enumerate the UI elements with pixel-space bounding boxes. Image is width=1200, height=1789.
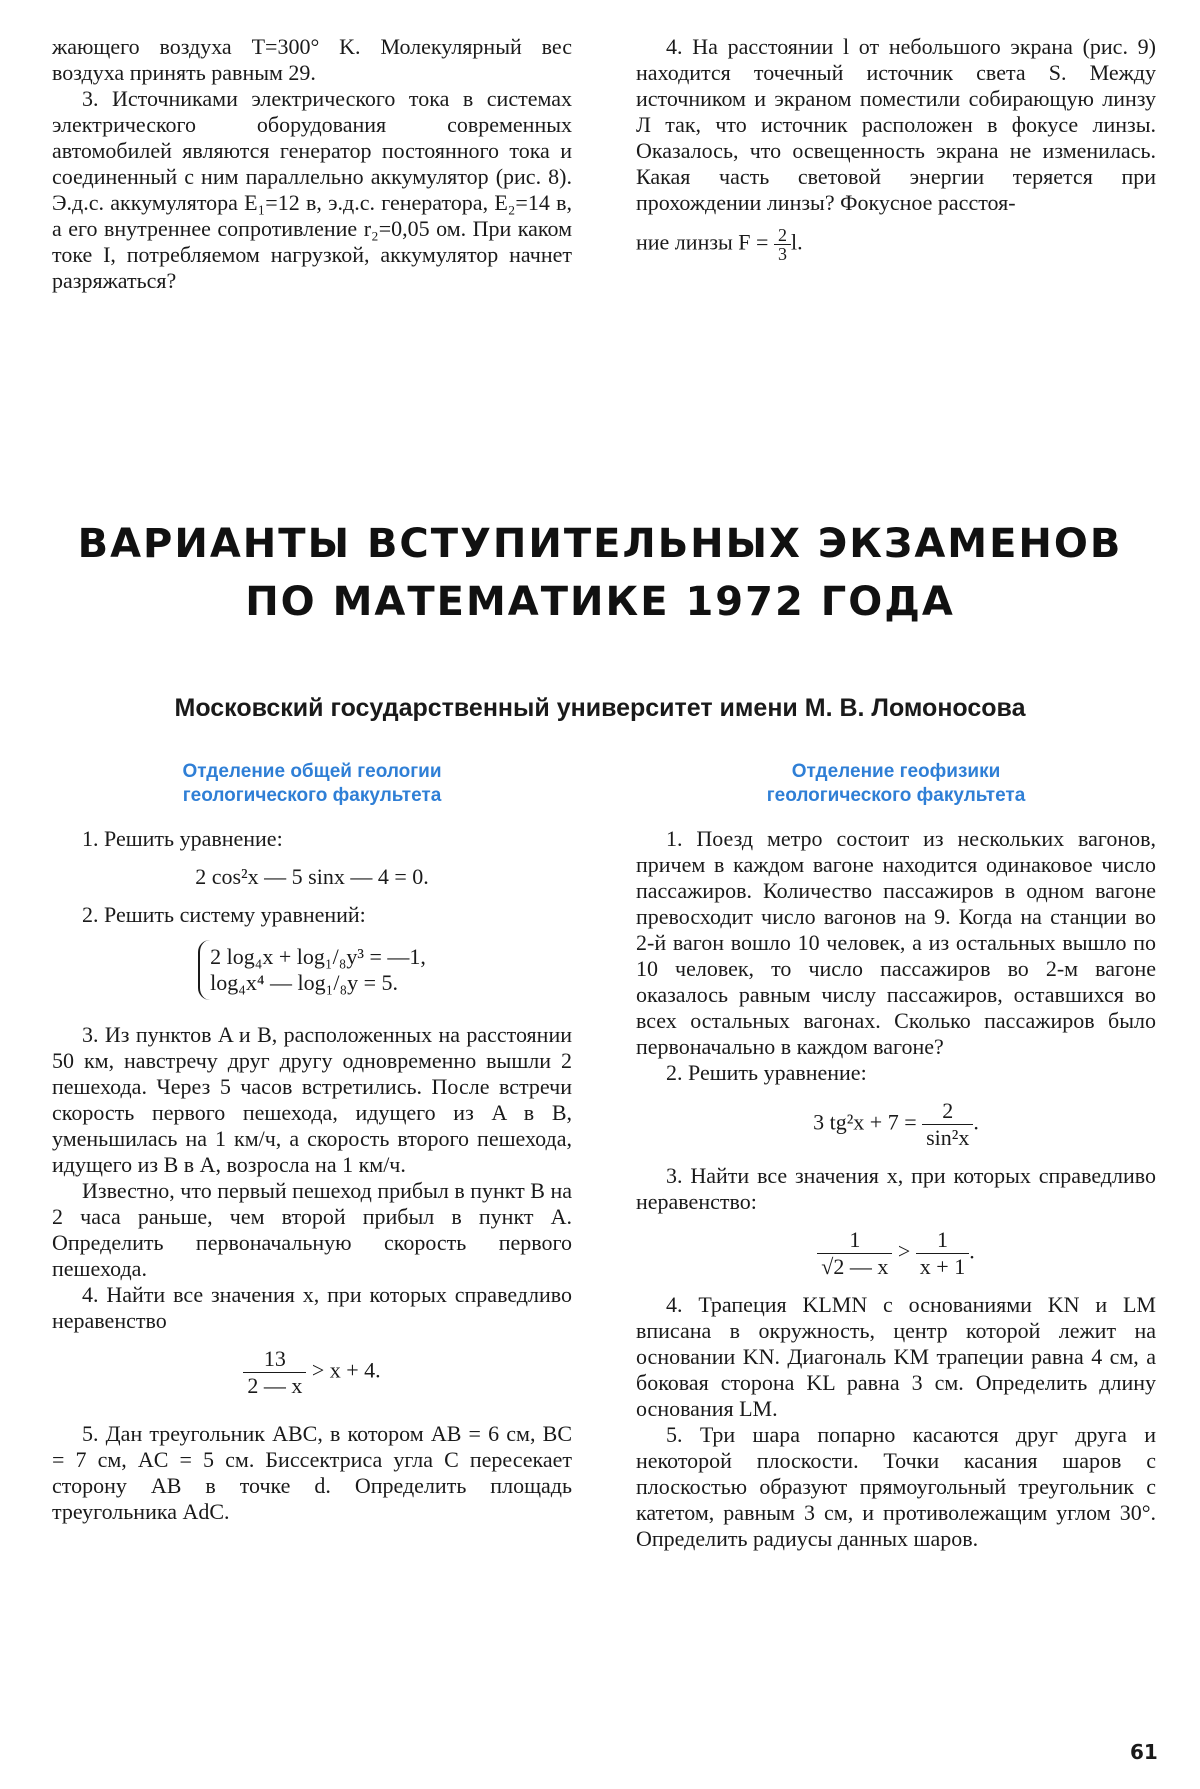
problem-1: 1. Решить уравнение:	[82, 826, 283, 851]
fraction	[774, 226, 791, 263]
problem-5: 5. Три шара попарно касаются друг друга и некоторой плоскости. Точки касания шаров с плоскостью образуют прямоугольный треугольник с катетом, равным 3 см, и противолежащим углом 30°. Определить радиусы данных шаров.	[636, 1422, 1156, 1551]
period: .	[973, 1109, 979, 1135]
page-number: 61	[1130, 1740, 1158, 1764]
dept-line-2: геологического факультета	[182, 785, 442, 806]
numerator: 2	[774, 226, 791, 245]
top-left-column	[52, 34, 572, 294]
denominator: 3	[777, 244, 787, 264]
denominator: √2 — x	[821, 1254, 889, 1279]
dept-line-1: Отделение общей геологии	[182, 761, 442, 782]
problem-5: 5. Дан треугольник ABC, в котором AB = 6 см, BC = 7 см, AC = 5 см. Биссектриса угла C пересекает сторону AB в точке d. Определить площадь треугольника AdC.	[52, 1421, 572, 1524]
numerator: 2	[922, 1098, 973, 1125]
top-right-column	[636, 34, 1156, 263]
system-eq-1: 2 log₄x + log₁/₈y³ = —1,	[210, 944, 426, 969]
problem-4: 4. Найти все значения x, при которых справедливо неравенство	[52, 1282, 572, 1333]
equation-system	[52, 940, 572, 1000]
text: ние линзы F =	[636, 229, 769, 255]
problem-3: 3. Найти все значения x, при которых справедливо неравенство:	[636, 1163, 1156, 1214]
fraction-right	[916, 1227, 969, 1280]
page-title	[0, 515, 1200, 631]
period: .	[969, 1238, 975, 1264]
department-heading	[52, 760, 572, 808]
inequality-rhs: > x + 4.	[311, 1357, 381, 1383]
problem-2: 2. Решить уравнение:	[666, 1060, 867, 1085]
denominator: 2 — x	[247, 1373, 303, 1398]
problem-4-physics: 4. На расстоянии l от небольшого экрана (рис. 9) находится точечный источник света S. Между источником и экраном поместили собирающую линзу Л так, что источник расположен в фокусе линзы. Оказалось, что освещенность экрана не изменилась. Какая часть световой энергии теряется при прохождении линзы? Фокусное расстоя-	[636, 34, 1156, 215]
paragraph: жающего воздуха T=300° K. Молекулярный вес воздуха принять равным 29.	[52, 34, 572, 85]
problem-3: 3. Из пунктов A и B, расположенных на расстоянии 50 км, навстречу друг другу одновременно вышли 2 пешехода. Через 5 часов встретились. После встречи скорость первого пешехода, идущего из A в B, уменьшилась на 1 км/ч, а скорость второго пешехода, идущего из B в A, возросла на 1 км/ч.	[52, 1022, 572, 1177]
inequality-1	[52, 1346, 572, 1399]
department-heading	[636, 760, 1156, 808]
title-line-2: ПО МАТЕМАТИКЕ 1972 ГОДА	[245, 579, 955, 625]
denominator: x + 1	[919, 1254, 966, 1279]
dept-line-2: геологического факультета	[766, 785, 1026, 806]
fraction	[922, 1098, 973, 1151]
dept-line-1: Отделение геофизики	[791, 761, 1001, 782]
problem-3-physics: 3. Источниками электрического тока в системах электрического оборудования современных автомобилей являются генератор постоянного тока и соединенный с ним параллельно аккумулятор (рис. 8). Э.д.с. аккумулятора E₁=12 в, э.д.с. генератора, E₂=14 в, а его внутреннее сопротивление r₂=0,05 ом. При каком токе I, потребляемом нагрузкой, аккумулятор начнет разряжаться?	[52, 86, 572, 293]
system-eq-2: log₄x⁴ — log₁/₈y = 5.	[210, 970, 399, 995]
left-section	[52, 760, 572, 1525]
system-brace	[198, 940, 426, 1000]
problem-4: 4. Трапеция KLMN с основаниями KN и LM вписана в окружность, центр которой лежит на основании KN. Диагональ KM трапеции равна 4 см, а боковая сторона KL равна 3 см. Определить длину основания LM.	[636, 1292, 1156, 1421]
operator: >	[897, 1238, 911, 1264]
problem-1: 1. Поезд метро состоит из нескольких вагонов, причем в каждом вагоне находится одинаковое число пассажиров. Количество пассажиров в одном вагоне превосходит число вагонов на 9. Когда на станции во 2-й вагон вошло 10 человек, а из остальных вышло по 10 человек, то число пассажиров во 2-м вагоне оказалось равным числу пассажиров, оставшихся во всех остальных вагонах. Сколько пассажиров было первоначально в каждом вагоне?	[636, 826, 1156, 1059]
numerator: 13	[243, 1346, 306, 1373]
equation-1: 2 cos²x — 5 sinx — 4 = 0.	[195, 864, 429, 889]
university-heading: Московский государственный университет имени М. В. Ломоносова	[174, 694, 1026, 722]
equation-2	[636, 1098, 1156, 1151]
fraction-left	[817, 1227, 892, 1280]
denominator: sin²x	[926, 1125, 970, 1150]
title-line-1: ВАРИАНТЫ ВСТУПИТЕЛЬНЫХ ЭКЗАМЕНОВ	[77, 521, 1123, 567]
right-section	[636, 760, 1156, 1552]
problem-3-continued: Известно, что первый пешеход прибыл в пункт B на 2 часа раньше, чем второй прибыл в пункт A. Определить первоначальную скорость первого пешехода.	[52, 1178, 573, 1281]
numerator: 1	[817, 1227, 892, 1254]
text: l.	[790, 229, 803, 255]
inequality-2	[636, 1227, 1156, 1280]
fraction	[243, 1346, 306, 1399]
focal-length-line	[636, 226, 1156, 263]
equation-lhs: 3 tg²x + 7 =	[813, 1109, 917, 1135]
numerator: 1	[916, 1227, 969, 1254]
problem-2: 2. Решить систему уравнений:	[82, 902, 366, 927]
